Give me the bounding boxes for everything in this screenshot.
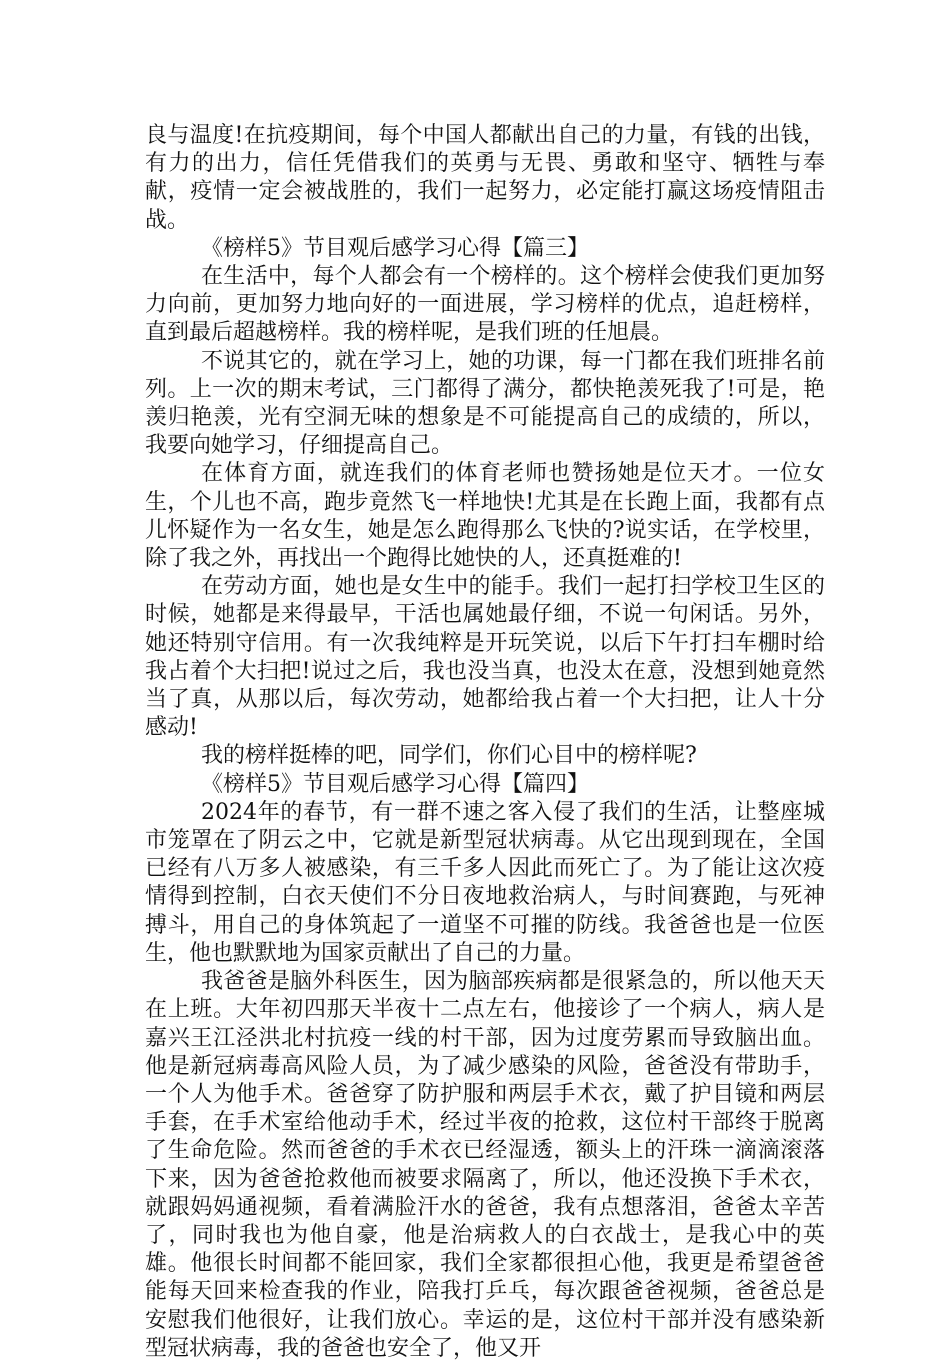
paragraph: 在生活中，每个人都会有一个榜样的。这个榜样会使我们更加努力向前，更加努力地向好的一面进展，学习榜样的优点，追赶榜样，直到最后超越榜样。我的榜样呢，是我们班的任旭晨。: [145, 264, 825, 346]
document-body: [145, 122, 825, 1363]
paragraph: 在劳动方面，她也是女生中的能手。我们一起打扫学校卫生区的时候，她都是来得最早，干活也属她最仔细，不说一句闲话。另外，她还特别守信用。有一次我纯粹是开玩笑说，以后下午打扫车棚时给我占着个大扫把!说过之后，我也没当真，也没太在意，没想到她竟然当了真，从那以后，每次劳动，她都给我占着一个大扫把，让人十分感动!: [145, 574, 825, 741]
paragraph: 我的榜样挺棒的吧，同学们，你们心目中的榜样呢?: [201, 743, 697, 769]
paragraph: 我爸爸是脑外科医生，因为脑部疾病都是很紧急的，所以他天天在上班。大年初四那天半夜十二点左右，他接诊了一个病人，病人是嘉兴王江泾洪北村抗疫一线的村干部，因为过度劳累而导致脑出血。他是新冠病毒高风险人员，为了减少感染的风险，爸爸没有带助手，一个人为他手术。爸爸穿了防护服和两层手术衣，戴了护目镜和两层手套，在手术室给他动手术，经过半夜的抢救，这位村干部终于脱离了生命危险。然而爸爸的手术衣已经湿透，额头上的汗珠一滴滴滚落下来，因为爸爸抢救他而被要求隔离了，所以，他还没换下手术衣，就跟妈妈通视频，看着满脸汗水的爸爸，我有点想落泪，爸爸太辛苦了，同时我也为他自豪，他是治病救人的白衣战士，是我心中的英雄。他很长时间都不能回家，我们全家都很担心他，我更是希望爸爸能每天回来检查我的作业，陪我打乒乓，每次跟爸爸视频，爸爸总是安慰我们他很好，让我们放心。幸运的是，这位村干部并没有感染新型冠状病毒，我的爸爸也安全了，他又开: [145, 969, 825, 1361]
section-heading-4: 《榜样5》节目观后感学习心得【篇四】: [201, 771, 589, 797]
section-heading-3: 《榜样5》节目观后感学习心得【篇三】: [201, 235, 589, 261]
paragraph: 在体育方面，就连我们的体育老师也赞扬她是位天才。一位女生，个儿也不高，跑步竟然飞一样地快!尤其是在长跑上面，我都有点儿怀疑作为一名女生，她是怎么跑得那么飞快的?说实话，在学校里，除了我之外，再找出一个跑得比她快的人，还真挺难的!: [145, 461, 825, 572]
paragraph-continuation: 良与温度!在抗疫期间，每个中国人都献出自己的力量，有钱的出钱，有力的出力，信任凭借我们的英勇与无畏、勇敢和坚守、牺牲与奉献，疫情一定会被战胜的，我们一起努力，必定能打赢这场疫情阻击战。: [145, 123, 825, 233]
paragraph: 不说其它的，就在学习上，她的功课，每一门都在我们班排名前列。上一次的期末考试，三门都得了满分，都快艳羡死我了!可是，艳羡归艳羡，光有空洞无味的想象是不可能提高自己的成绩的，所以，我要向她学习，仔细提高自己。: [145, 348, 825, 459]
paragraph: 2024年的春节，有一群不速之客入侵了我们的生活，让整座城市笼罩在了阴云之中，它就是新型冠状病毒。从它出现到现在，全国已经有八万多人被感染，有三千多人因此而死亡了。为了能让这次疫情得到控制，白衣天使们不分日夜地救治病人，与时间赛跑，与死神搏斗，用自己的身体筑起了一道坚不可摧的防线。我爸爸也是一位医生，他也默默地为国家贡献出了自己的力量。: [145, 799, 825, 966]
